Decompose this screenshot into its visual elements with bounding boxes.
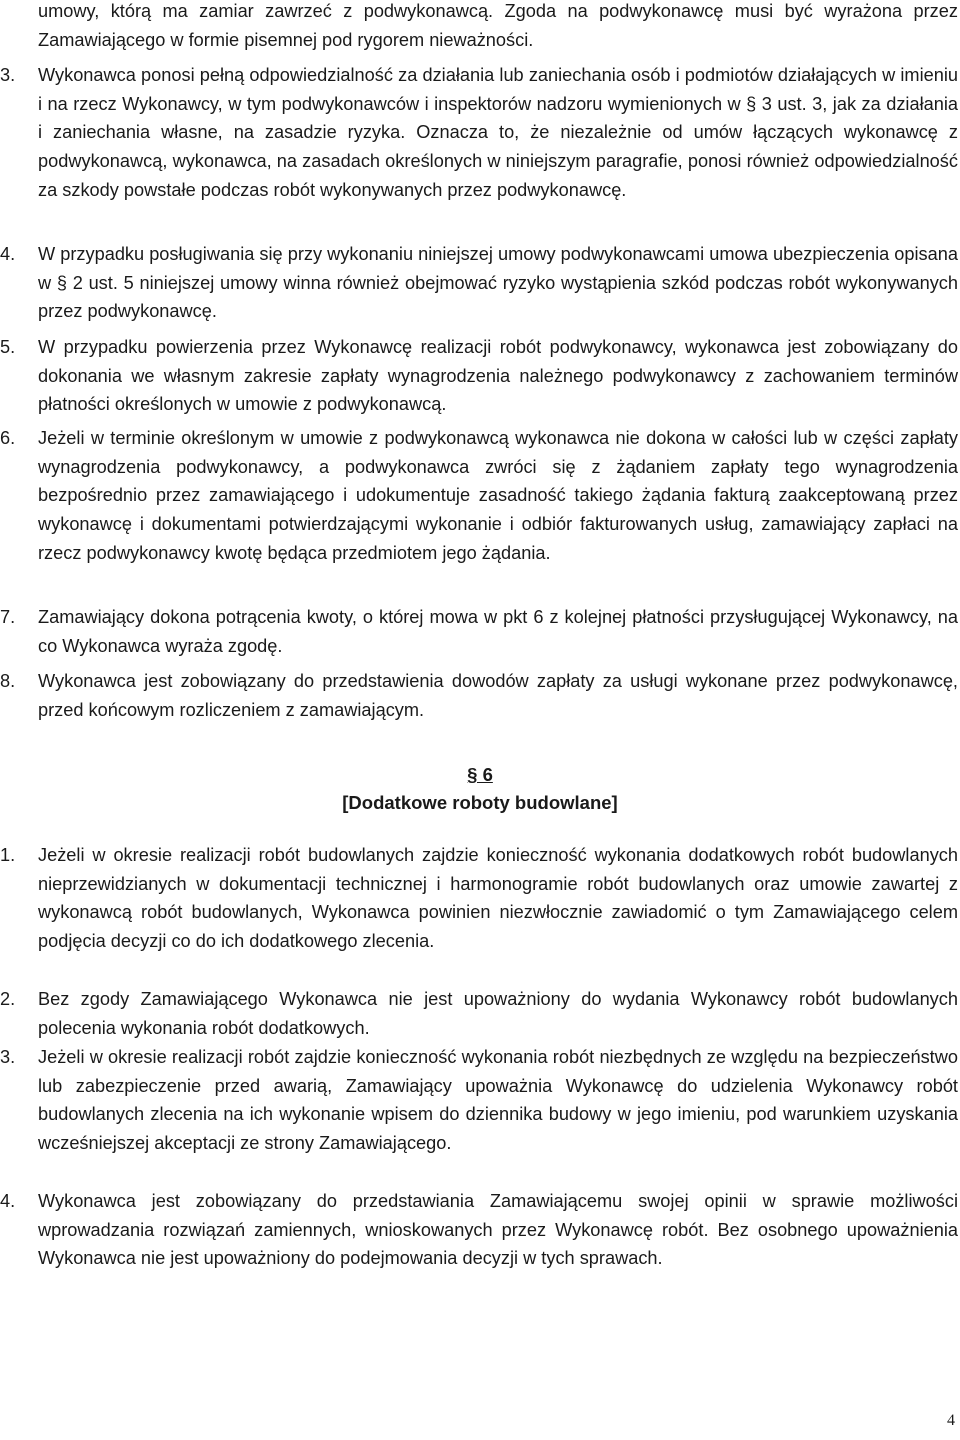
item-text: Wykonawca ponosi pełną odpowiedzialność za działania lub zaniechania osób i podmiotów działających w imieniu i na rzecz Wykonawcy, w tym podwykonawców i inspektorów nadzoru wymienionych w § 3 ust. 3, jak za działania i zaniechania własne, na zasadzie ryzyka. Oznacza to, że niezależnie od umów łączących wykonawcę z podwykonawcą, wykonawca, na zasadach określonych w niniejszym paragrafie, ponosi również odpowiedzialność za szkody powstałe podczas robót wykonywanych przez podwykonawcę. bbox=[38, 65, 958, 200]
item-text: Jeżeli w okresie realizacji robót zajdzie konieczność wykonania robót niezbędnych ze względu na bezpieczeństwo lub zabezpieczenie przed awarią, Zamawiający upoważnia Wykonawcę do udzielenia Wykonawcy robót budowlanych zlecenia na ich wykonanie wpisem do dziennika budowy w jego imieniu, pod warunkiem uzyskania wcześniejszej akceptacji ze strony Zamawiającego. bbox=[38, 1047, 958, 1154]
item-number: 3. bbox=[0, 1047, 16, 1067]
item-number: 6. bbox=[0, 428, 16, 448]
list-item bbox=[0, 1187, 958, 1273]
list-item bbox=[0, 240, 958, 326]
list-item bbox=[0, 333, 958, 419]
item-number: 4. bbox=[0, 244, 16, 264]
list-item bbox=[0, 603, 958, 660]
item-text: W przypadku powierzenia przez Wykonawcę realizacji robót podwykonawcy, wykonawca jest zobowiązany do dokonania we własnym zakresie zapłaty wynagrodzenia należnego podwykonawcy z zachowaniem terminów płatności określonych w umowie z podwykonawcą. bbox=[38, 337, 958, 415]
item-number: 4. bbox=[0, 1191, 16, 1211]
item-text: Jeżeli w okresie realizacji robót budowlanych zajdzie konieczność wykonania dodatkowych robót budowlanych nieprzewidzianych w dokumentacji technicznej i harmonogramie robót budowlanych oraz umowie zawartej z wykonawcą robót budowlanych, Wykonawca powinien niezwłocznie zawiadomić o tym Zamawiającego celem podjęcia decyzji co do ich dodatkowego zlecenia. bbox=[38, 845, 958, 952]
section-title: [Dodatkowe roboty budowlane] bbox=[342, 792, 618, 813]
list-item bbox=[0, 667, 958, 724]
item-number: 8. bbox=[0, 671, 16, 691]
item-text: Jeżeli w terminie określonym w umowie z podwykonawcą wykonawca nie dokona w całości lub w części zapłaty wynagrodzenia podwykonawcy, a podwykonawca zwróci się z żądaniem zapłaty tego wynagrodzenia bezpośrednio przez zamawiającego i udokumentuje zasadność takiego żądania fakturą zaakceptowaną przez wykonawcę i dokumentami potwierdzającymi wykonanie i odbiór fakturowanych usług, zamawiający zapłaci na rzecz podwykonawcy kwotę będąca przedmiotem jego żądania. bbox=[38, 428, 958, 563]
list-item bbox=[0, 841, 958, 956]
section-number: § 6 bbox=[467, 764, 493, 785]
item-number: 7. bbox=[0, 607, 16, 627]
list-item bbox=[0, 985, 958, 1042]
section-heading bbox=[0, 761, 960, 789]
item-number: 5. bbox=[0, 337, 16, 357]
item-number: 3. bbox=[0, 65, 16, 85]
list-item bbox=[0, 1043, 958, 1158]
item-number: 2. bbox=[0, 989, 16, 1009]
item-text: Bez zgody Zamawiającego Wykonawca nie jest upoważniony do wydania Wykonawcy robót budowlanych polecenia wykonania robót dodatkowych. bbox=[38, 989, 958, 1038]
page-number: 4 bbox=[947, 1412, 955, 1429]
list-item bbox=[0, 61, 958, 205]
continuation-paragraph: umowy, którą ma zamiar zawrzeć z podwykonawcą. Zgoda na podwykonawcę musi być wyrażona przez Zamawiającego w formie pisemnej pod rygorem nieważności. bbox=[38, 1, 958, 50]
item-text: Wykonawca jest zobowiązany do przedstawiania Zamawiającemu swojej opinii w sprawie możliwości wprowadzania rozwiązań zamiennych, wnioskowanych przez Wykonawcę robót. Bez osobnego upoważnienia Wykonawca nie jest upoważniony do podejmowania decyzji w tych sprawach. bbox=[38, 1191, 958, 1269]
item-text: Zamawiający dokona potrącenia kwoty, o której mowa w pkt 6 z kolejnej płatności przysługującej Wykonawcy, na co Wykonawca wyraża zgodę. bbox=[38, 607, 958, 656]
item-text: Wykonawca jest zobowiązany do przedstawienia dowodów zapłaty za usługi wykonane przez podwykonawcę, przed końcowym rozliczeniem z zamawiającym. bbox=[38, 671, 958, 720]
item-text: W przypadku posługiwania się przy wykonaniu niniejszej umowy podwykonawcami umowa ubezpieczenia opisana w § 2 ust. 5 niniejszej umowy winna również obejmować ryzyko wystąpienia szkód podczas robót wykonywanych przez podwykonawcę. bbox=[38, 244, 958, 322]
item-number: 1. bbox=[0, 845, 16, 865]
list-item bbox=[0, 424, 958, 568]
